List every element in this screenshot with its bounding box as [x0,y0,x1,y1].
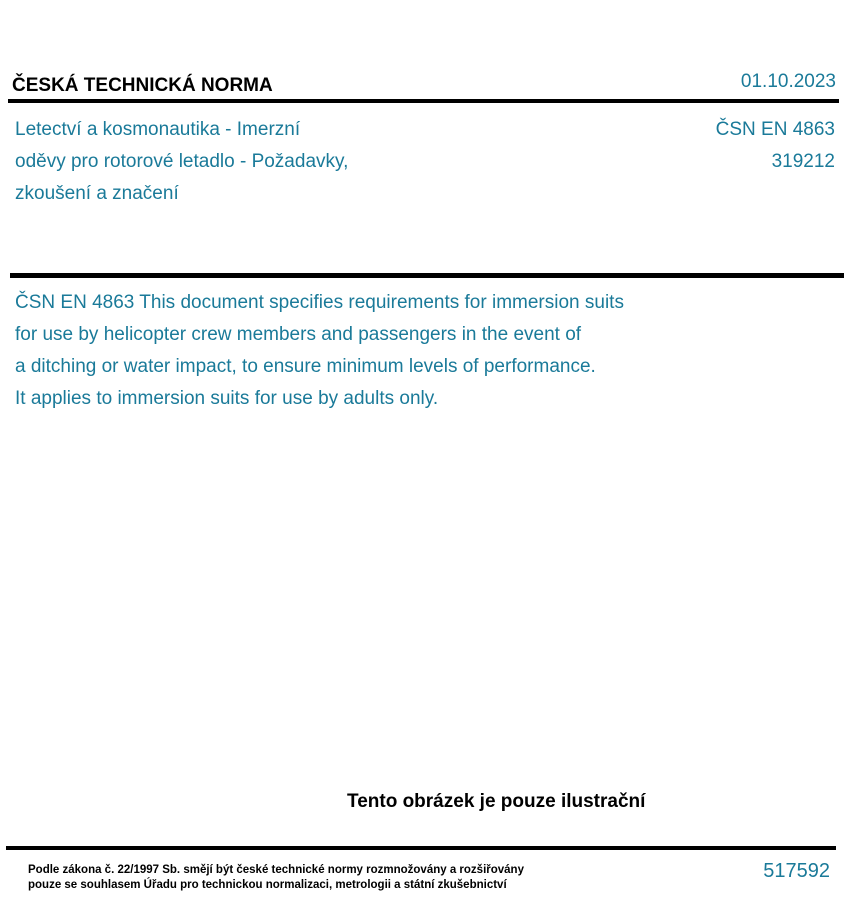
standard-codes [716,114,835,178]
illustration-note: Tento obrázek je pouze ilustrační [347,791,646,812]
document-number: 517592 [763,860,830,882]
section-divider [10,273,844,278]
publication-date: 01.10.2023 [740,71,836,92]
standard-title-line: Letectví a kosmonautika - Imerzní [15,119,301,140]
header-divider [8,99,839,103]
abstract-line: It applies to immersion suits for use by adults only. [15,388,439,409]
classification-code: 319212 [771,151,835,172]
norm-heading: ČESKÁ TECHNICKÁ NORMA [12,75,273,96]
footer-divider [6,846,836,850]
abstract [15,287,624,415]
legal-notice-line: Podle zákona č. 22/1997 Sb. smějí být české technické normy rozmnožovány a rozšiřovány [28,864,524,876]
standard-title [15,114,348,210]
abstract-line: for use by helicopter crew members and passengers in the event of [15,324,582,345]
legal-notice [28,863,524,893]
standard-designation: ČSN EN 4863 [715,119,835,140]
abstract-line: ČSN EN 4863 This document specifies requirements for immersion suits [15,292,624,313]
abstract-line: a ditching or water impact, to ensure minimum levels of performance. [15,356,596,377]
standard-title-line: zkoušení a značení [15,183,179,204]
legal-notice-line: pouze se souhlasem Úřadu pro technickou normalizaci, metrologii a státní zkušebnictví [28,879,507,891]
standard-title-line: oděvy pro rotorové letadlo - Požadavky, [15,151,349,172]
